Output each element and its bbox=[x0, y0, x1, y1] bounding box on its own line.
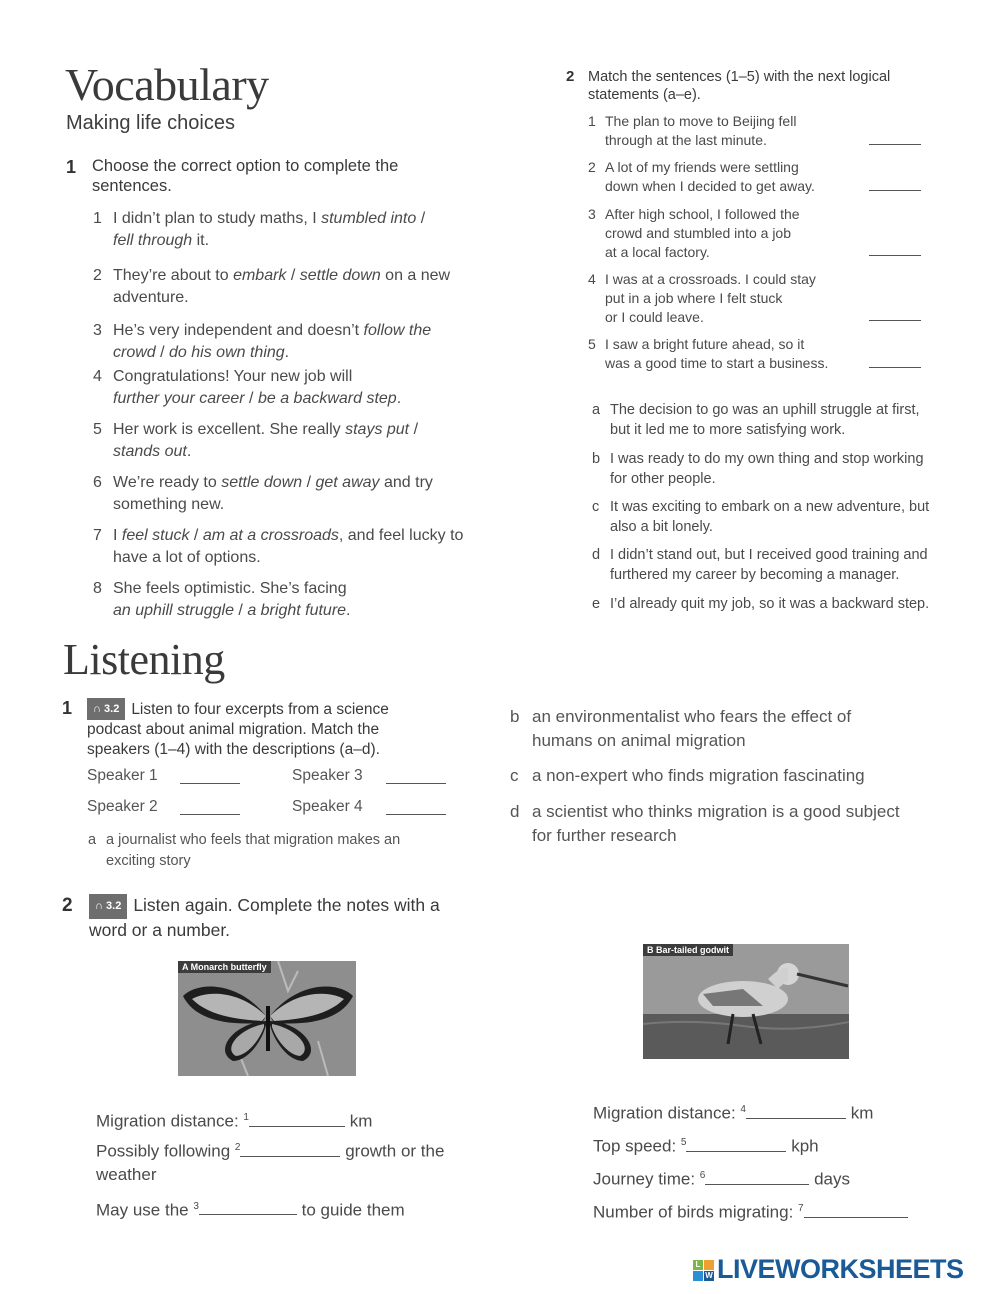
note-blank-3[interactable] bbox=[199, 1214, 297, 1215]
speaker-1-label: Speaker 1 bbox=[87, 767, 158, 784]
audio-track-badge[interactable]: ∩ 3.2 bbox=[89, 894, 127, 919]
godwit-illustration bbox=[643, 944, 849, 1059]
note-4: Migration distance: $^4$ km bbox=[593, 1103, 874, 1123]
notes-b bbox=[593, 1098, 953, 1224]
photo-caption-a: A Monarch butterfly bbox=[178, 961, 271, 973]
vocab-exercise-2 bbox=[566, 68, 966, 104]
match-sentence-3: 3 After high school, I followed the crowd and stumbled into a job at a local factory. bbox=[588, 206, 800, 260]
note-blank-4[interactable] bbox=[746, 1118, 846, 1119]
listening-exercise-2 bbox=[62, 894, 512, 942]
notes-a bbox=[96, 1106, 496, 1221]
vocab-item-3: 3 He’s very independent and doesn’t follow the crowd / do his own thing. bbox=[93, 322, 432, 361]
note-blank-7[interactable] bbox=[804, 1217, 908, 1218]
description-b: b an environmentalist who fears the effect of humans on animal migration bbox=[510, 707, 852, 750]
option-b[interactable]: fell through bbox=[113, 232, 193, 249]
description-d: d a scientist who thinks migration is a good subject for further research bbox=[510, 802, 900, 845]
headphones-icon: ∩ bbox=[95, 900, 103, 912]
description-c: c a non-expert who finds migration fascinating bbox=[510, 766, 865, 785]
vocab-item-1: 1 I didn’t plan to study maths, I stumbled into / fell through it. bbox=[93, 210, 426, 249]
description-a: a a journalist who feels that migration makes an exciting story bbox=[88, 832, 401, 869]
match-statement-c: c It was exciting to embark on a new adventure, but also a bit lonely. bbox=[592, 499, 930, 535]
match-statement-a: a The decision to go was an uphill struggle at first, but it led me to more satisfying work. bbox=[592, 402, 920, 438]
vocab-item-6: 6 We’re ready to settle down / get away and try something new. bbox=[93, 474, 433, 513]
answer-blank-2[interactable] bbox=[869, 190, 921, 191]
vocab-item-4: 4 Congratulations! Your new job will further your career / be a backward step. bbox=[93, 368, 402, 407]
headphones-icon: ∩ bbox=[93, 703, 101, 715]
speaker-2-label: Speaker 2 bbox=[87, 798, 158, 815]
speaker-2-blank[interactable] bbox=[180, 814, 240, 815]
note-2-continued: weather bbox=[96, 1164, 157, 1184]
vocabulary-title: Vocabulary bbox=[65, 59, 269, 110]
speaker-3-blank[interactable] bbox=[386, 783, 446, 784]
answer-blank-3[interactable] bbox=[869, 255, 921, 256]
match-statement-d: d I didn’t stand out, but I received good training and furthered my career by becoming a manager. bbox=[592, 547, 928, 583]
note-blank-2[interactable] bbox=[240, 1156, 340, 1157]
listening-exercise-1 bbox=[62, 698, 502, 760]
note-7: Number of birds migrating: $^7$ bbox=[593, 1197, 953, 1224]
note-blank-6[interactable] bbox=[705, 1184, 809, 1185]
monarch-butterfly-photo bbox=[178, 961, 356, 1076]
note-6: Journey time: $^6$ days bbox=[593, 1169, 850, 1189]
option-a[interactable]: stays put bbox=[345, 421, 410, 438]
match-sentence-1: 1 The plan to move to Beijing fell through at the last minute. bbox=[588, 113, 797, 148]
answer-blank-5[interactable] bbox=[869, 367, 921, 368]
butterfly-illustration bbox=[178, 961, 356, 1076]
speaker-4-blank[interactable] bbox=[386, 814, 446, 815]
exercise-instruction: ∩ 3.2 Listen to four excerpts from a science podcast about animal migration. Match the speakers (1–4) with the descriptions (a–d). bbox=[62, 698, 502, 760]
option-b[interactable]: get away bbox=[315, 474, 380, 491]
vocab-exercise-1 bbox=[66, 156, 506, 196]
answer-blank-1[interactable] bbox=[869, 144, 921, 145]
note-3: May use the $^3$ to guide them bbox=[96, 1200, 405, 1220]
option-a[interactable]: an uphill struggle bbox=[113, 602, 234, 619]
option-a[interactable]: follow the bbox=[363, 322, 432, 339]
speaker-3-label: Speaker 3 bbox=[292, 767, 363, 784]
photo-caption-b: B Bar-tailed godwit bbox=[643, 944, 733, 956]
option-b[interactable]: stands out bbox=[113, 443, 187, 460]
option-b[interactable]: be a backward step bbox=[257, 390, 397, 407]
match-sentence-5: 5 I saw a bright future ahead, so it was a good time to start a business. bbox=[588, 336, 829, 371]
option-a[interactable]: embark bbox=[233, 267, 287, 284]
liveworksheets-brand[interactable] bbox=[693, 1254, 993, 1288]
bar-tailed-godwit-photo bbox=[643, 944, 849, 1059]
option-a[interactable]: settle down bbox=[221, 474, 303, 491]
exercise-instruction: ∩ 3.2 Listen again. Complete the notes with a word or a number. bbox=[89, 895, 440, 940]
vocab-item-7: 7 I feel stuck / am at a crossroads, and feel lucky to have a lot of options. bbox=[93, 527, 464, 566]
speaker-4-label: Speaker 4 bbox=[292, 798, 363, 815]
option-a[interactable]: feel stuck bbox=[121, 527, 190, 544]
listening-title: Listening bbox=[63, 635, 225, 684]
audio-track-badge[interactable]: ∩ 3.2 bbox=[87, 698, 125, 720]
speaker-1-blank[interactable] bbox=[180, 783, 240, 784]
note-blank-1[interactable] bbox=[249, 1126, 345, 1127]
exercise-number: 1 bbox=[66, 157, 77, 177]
exercise-instruction: Match the sentences (1–5) with the next logical statements (a–e). bbox=[588, 69, 891, 103]
brand-name: LIVEWORKSHEETS bbox=[717, 1254, 964, 1284]
option-a[interactable]: stumbled into bbox=[321, 210, 417, 227]
option-b[interactable]: do his own thing bbox=[169, 344, 285, 361]
option-a[interactable]: further your career bbox=[113, 390, 245, 407]
exercise-instruction: Choose the correct option to complete the sentences. bbox=[92, 157, 399, 195]
option-b[interactable]: settle down bbox=[299, 267, 381, 284]
exercise-number: 2 bbox=[62, 895, 73, 916]
vocab-item-5: 5 Her work is excellent. She really stays put / stands out. bbox=[93, 421, 419, 460]
note-blank-5[interactable] bbox=[686, 1151, 786, 1152]
match-statement-b: b I was ready to do my own thing and stop working for other people. bbox=[592, 451, 924, 487]
exercise-number: 2 bbox=[566, 68, 575, 85]
vocabulary-subtitle: Making life choices bbox=[66, 112, 235, 134]
exercise-number: 1 bbox=[62, 698, 73, 718]
option-b[interactable]: a bright future bbox=[247, 602, 347, 619]
option-b[interactable]: am at a crossroads bbox=[202, 527, 339, 544]
match-sentence-2: 2 A lot of my friends were settling down when I decided to get away. bbox=[588, 159, 815, 194]
note-5: Top speed: $^5$ kph bbox=[593, 1136, 819, 1156]
vocab-item-2: 2 They’re about to embark / settle down on a new adventure. bbox=[93, 267, 451, 306]
note-1: Migration distance: $^1$ km bbox=[96, 1111, 373, 1131]
answer-blank-4[interactable] bbox=[869, 320, 921, 321]
match-sentence-4: 4 I was at a crossroads. I could stay put in a job where I felt stuck or I could leave. bbox=[588, 271, 816, 325]
vocab-item-8: 8 She feels optimistic. She’s facing an uphill struggle / a bright future. bbox=[93, 580, 351, 619]
liveworksheets-logo-icon: L W bbox=[693, 1260, 715, 1282]
note-2: Possibly following $^2$ growth or the bbox=[96, 1141, 445, 1161]
match-statement-e: e I’d already quit my job, so it was a backward step. bbox=[592, 596, 930, 612]
